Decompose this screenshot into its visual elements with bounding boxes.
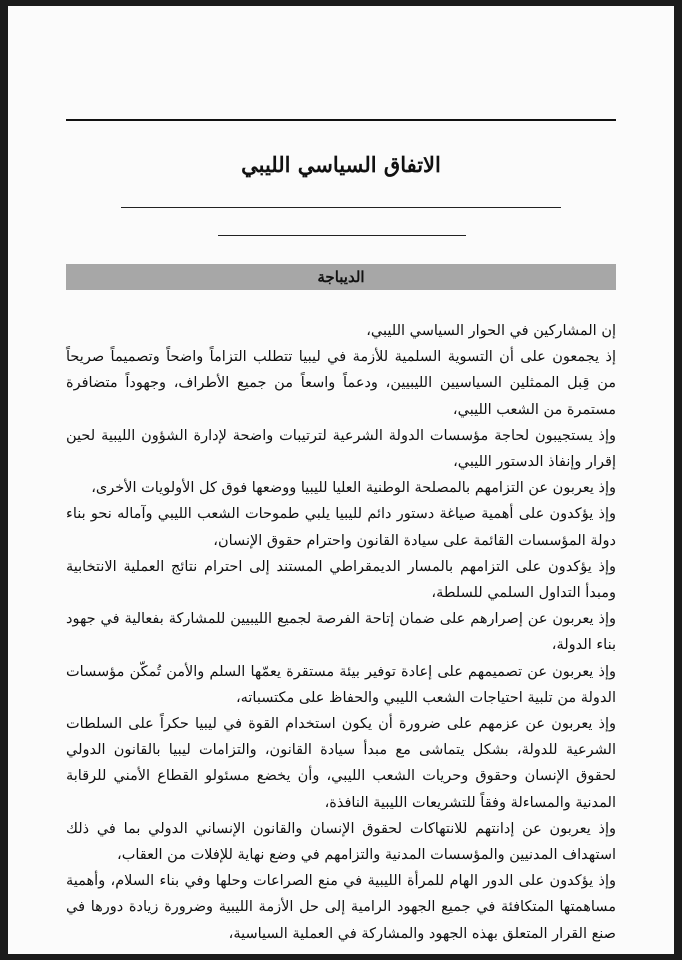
title-underline-long	[121, 207, 561, 208]
top-rule	[66, 119, 616, 121]
preamble-body	[66, 318, 616, 947]
paragraph: وإذ يستجيبون لحاجة مؤسسات الدولة الشرعية لترتيبات واضحة لإدارة الشؤون الليبية لحين إقرار وإنفاذ الدستور الليبي،	[66, 427, 616, 471]
paragraph: إن المشاركين في الحوار السياسي الليبي،	[366, 323, 616, 339]
paragraph: وإذ يعربون عن إصرارهم على ضمان إتاحة الفرصة لجميع الليبيين للمشاركة بفعالية في جهود بناء الدولة،	[66, 611, 616, 654]
section-heading: الديباجة	[66, 264, 616, 290]
paragraph: إذ يجمعون على أن التسوية السلمية للأزمة في ليبيا تتطلب التزاماً واضحاً وتصميماً صريحاً من قِبل الممثلين السياسيين الليبيين، ودعماً واسعاً من جميع الأطراف، وجهوداً متضافرة مستمرة من الشعب الليبي،	[66, 349, 616, 418]
paragraph: وإذ يعربون عن التزامهم بالمصلحة الوطنية العليا لليبيا ووضعها فوق كل الأولويات الأخرى،	[91, 480, 616, 497]
paragraph: وإذ يؤكدون على التزامهم بالمسار الديمقراطي المستند إلى احترام نتائج العملية الانتخابية ومبدأ التداول السلمي للسلطة،	[66, 558, 616, 602]
paragraph: وإذ يعربون عن عزمهم على ضرورة أن يكون استخدام القوة في ليبيا حكراً على السلطات الشرعية للدولة، بشكل يتماشى مع مبدأ سيادة القانون، والتزامات ليبيا بالقانون الدولي لحقوق الإنسان وحقوق وحريات الشعب الليبي، وأن يخضع مسئولو القطاع الأمني للرقابة المدنية والمساءلة وفقاً للتشريعات الليبية النافذة،	[66, 716, 616, 811]
paragraph: وإذ يعربون عن إدانتهم للانتهاكات لحقوق الإنسان والقانون الإنساني الدولي بما في ذلك استهداف المدنيين والمؤسسات المدنية والتزامهم في وضع نهاية للإفلات من العقاب،	[66, 820, 616, 864]
paragraph: وإذ يؤكدون على الدور الهام للمرأة الليبية في منع الصراعات وحلها وفي بناء السلام، وأهمية مساهمتها المتكافئة في جميع الجهود الرامية إلى حل الأزمة الليبية وضرورة زيادة دورها في صنع القرار المتعلق بهذه الجهود والمشاركة في العملية السياسية،	[66, 873, 616, 942]
paragraph: وإذ يؤكدون على أهمية صياغة دستور دائم لليبيا يلبي طموحات الشعب الليبي وآماله نحو بناء دولة المؤسسات القائمة على سيادة القانون واحترام حقوق الإنسان،	[66, 506, 616, 549]
title-underline-short	[218, 235, 466, 236]
document-title: الاتفاق السياسي الليبي	[241, 152, 441, 177]
paragraph: وإذ يعربون عن تصميمهم على إعادة توفير بيئة مستقرة يعمّها السلم والأمن تُمكّن مؤسسات الدولة من تلبية احتياجات الشعب الليبي والحفاظ على مكتسباته،	[66, 663, 616, 706]
document-page	[8, 6, 674, 954]
